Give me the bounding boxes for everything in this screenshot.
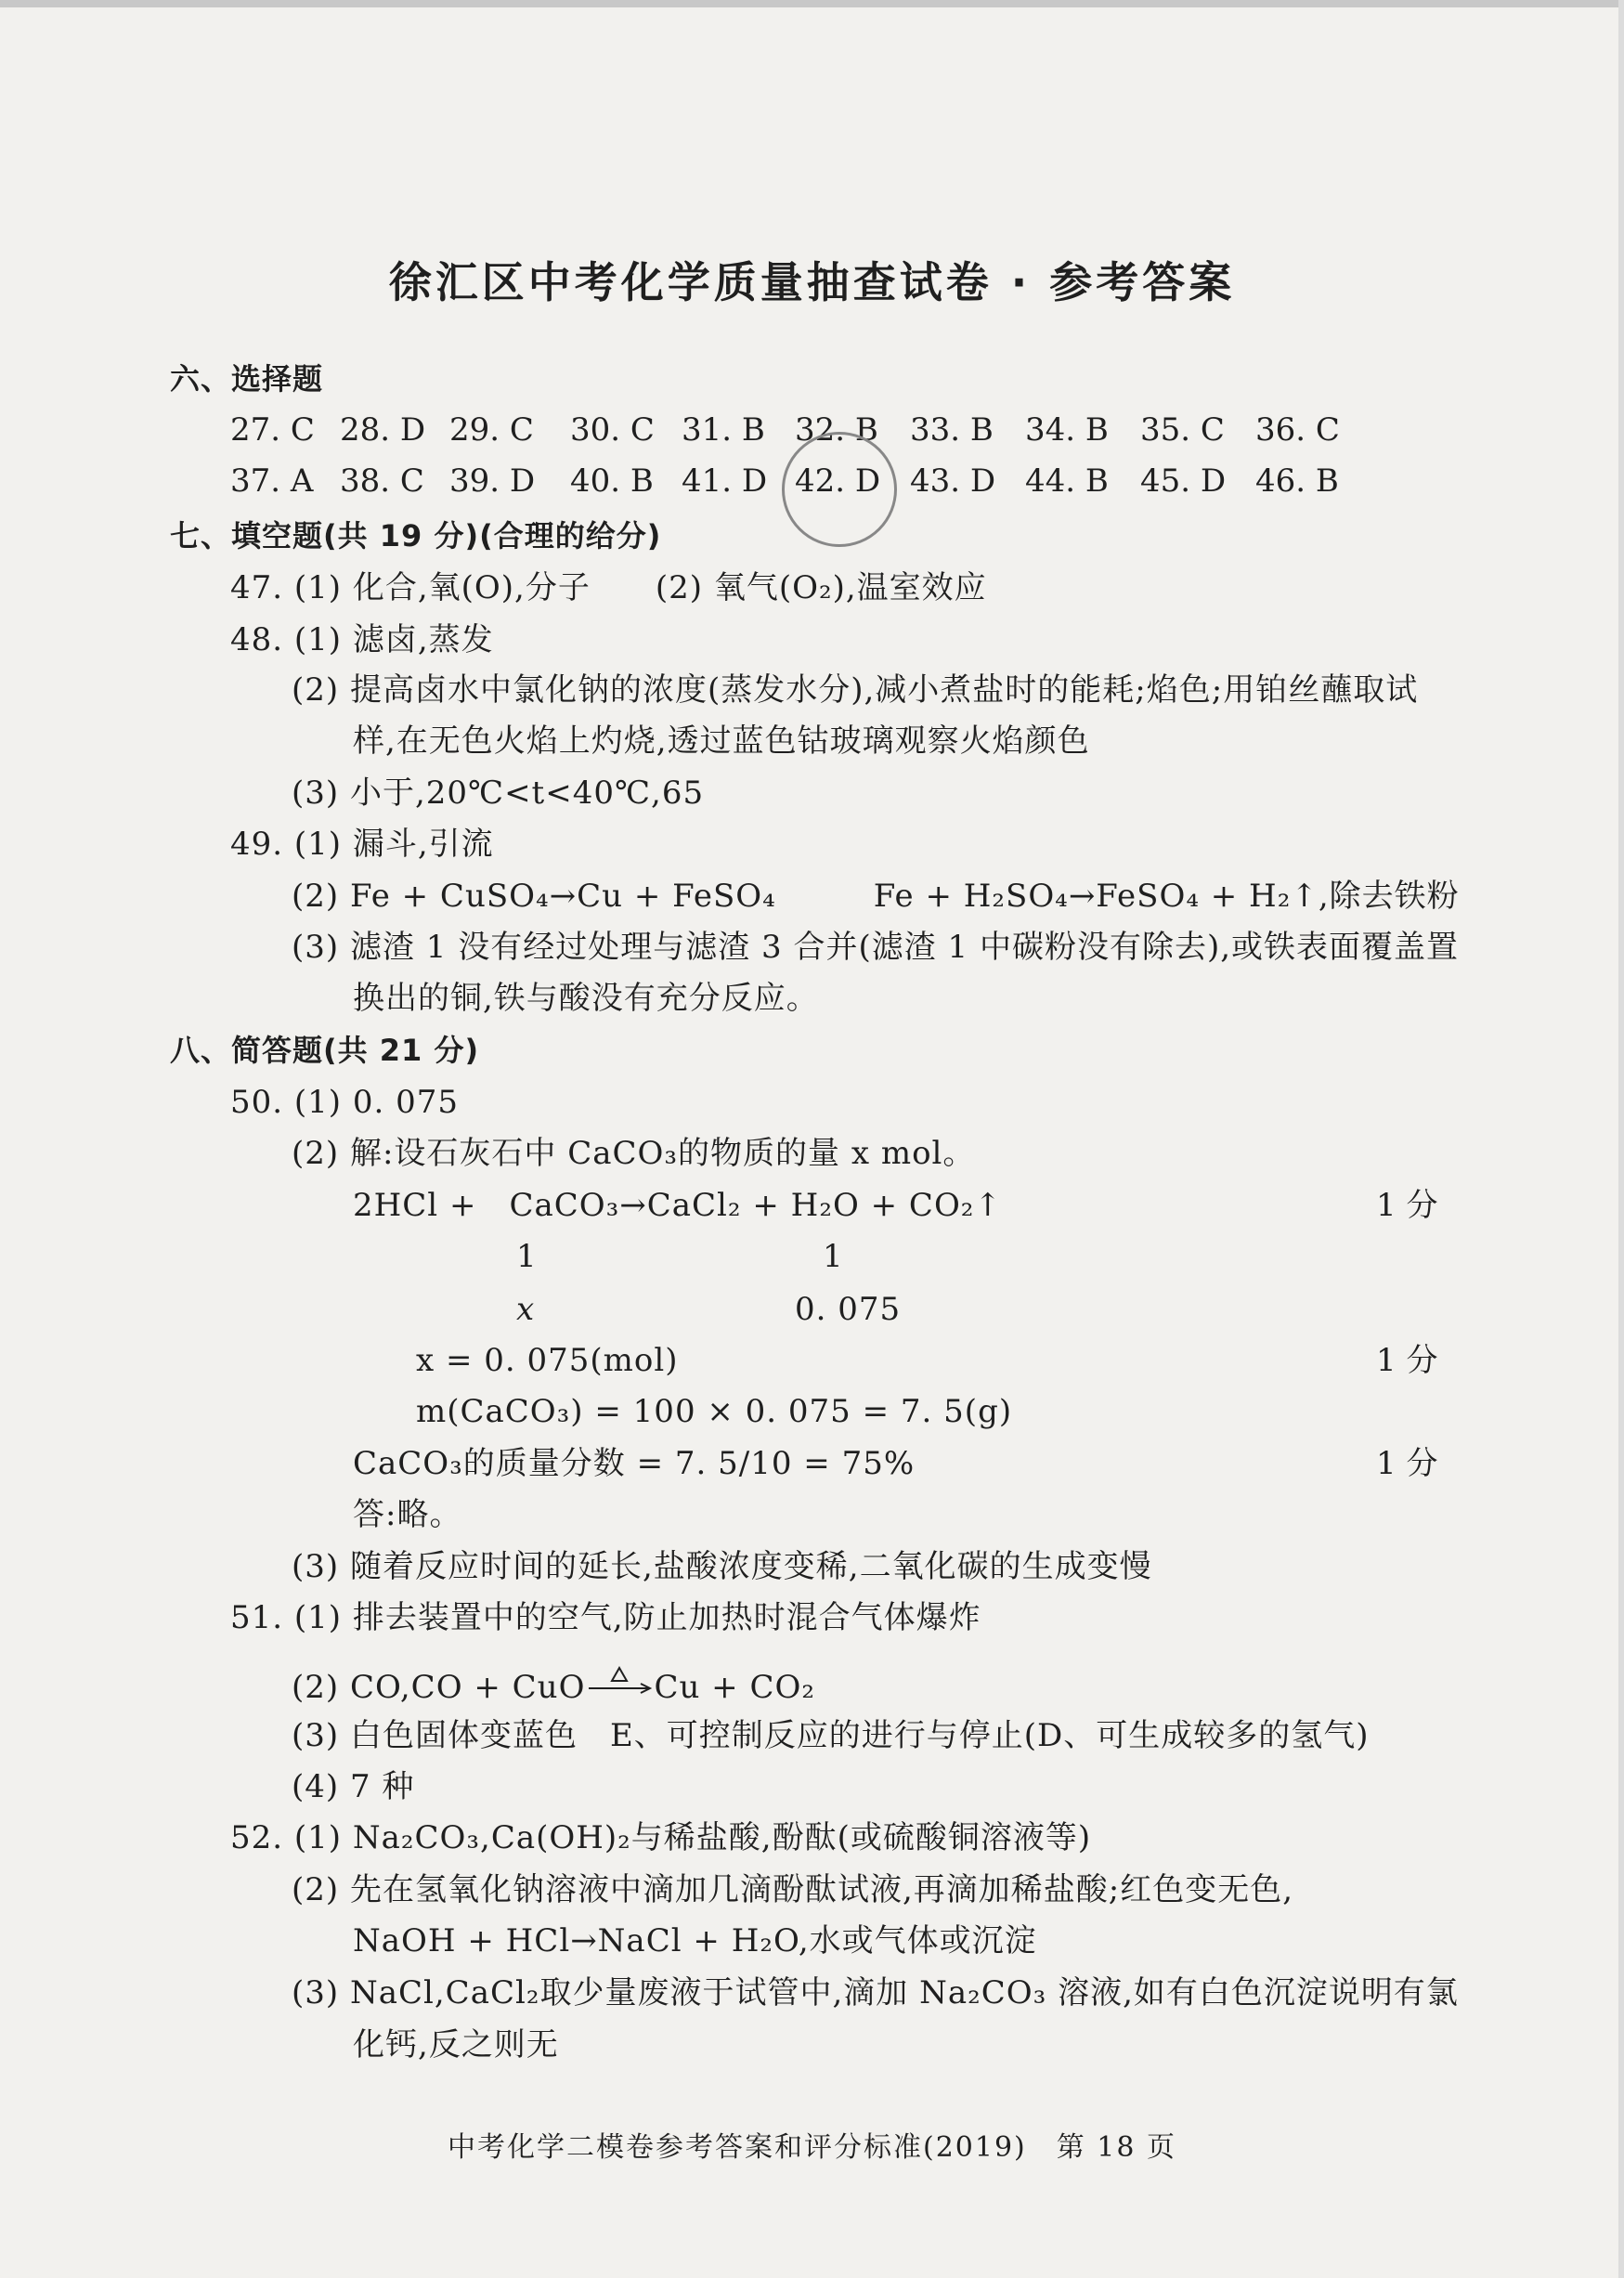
score-mark: 1 分 bbox=[1376, 1342, 1438, 1379]
score-mark: 1 分 bbox=[1376, 1445, 1438, 1482]
mc-answer: 28. D bbox=[340, 411, 426, 449]
mc-answer: 40. B bbox=[570, 462, 654, 500]
chemical-equation: 2HCl + CaCO₃→CaCl₂ + H₂O + CO₂↑ bbox=[353, 1187, 1002, 1224]
answer-52-2b: NaOH + HCl→NaCl + H₂O,水或气体或沉淀 bbox=[353, 1922, 1037, 1959]
watermark-stamp bbox=[782, 432, 897, 547]
answer-48-2b: 样,在无色火焰上灼烧,透过蓝色钴玻璃观察火焰颜色 bbox=[353, 722, 1090, 760]
mc-answer: 31. B bbox=[682, 411, 765, 449]
answer-51-4: (4) 7 种 bbox=[292, 1768, 415, 1805]
answer-50-2: (2) 解:设石灰石中 CaCO₃的物质的量 x mol。 bbox=[292, 1135, 976, 1172]
answer-omitted: 答:略。 bbox=[353, 1496, 462, 1533]
calc-x: x = 0. 075(mol) bbox=[416, 1342, 679, 1379]
mc-answer: 29. C bbox=[449, 411, 534, 449]
mc-answer: 36. C bbox=[1255, 411, 1340, 449]
answer-49-3a: (3) 滤渣 1 没有经过处理与滤渣 3 合并(滤渣 1 中碳粉没有除去),或铁表面覆盖置 bbox=[292, 929, 1460, 966]
answer-49-3b: 换出的铜,铁与酸没有充分反应。 bbox=[353, 980, 819, 1017]
mc-answer: 43. D bbox=[910, 462, 996, 500]
answer-51-2-products: Cu + CO₂ bbox=[654, 1669, 815, 1706]
section-8-heading: 八、简答题(共 21 分) bbox=[170, 1033, 480, 1068]
variable-right: 0. 075 bbox=[795, 1291, 902, 1328]
answer-52-2a: (2) 先在氢氧化钠溶液中滴加几滴酚酞试液,再滴加稀盐酸;红色变无色, bbox=[292, 1871, 1294, 1908]
variable-left: x bbox=[516, 1291, 536, 1328]
page-footer: 中考化学二模卷参考答案和评分标准(2019) 第 18 页 bbox=[447, 2131, 1176, 2164]
answer-51-1: 51. (1) 排去装置中的空气,防止加热时混合气体爆炸 bbox=[230, 1599, 981, 1636]
answer-49-2: (2) Fe + CuSO₄→Cu + FeSO₄ Fe + H₂SO₄→FeSO₄ + H₂↑,除去铁粉 bbox=[292, 878, 1460, 915]
answer-48-1: 48. (1) 滤卤,蒸发 bbox=[230, 621, 494, 658]
ratio-left: 1 bbox=[516, 1238, 538, 1275]
answer-48-3: (3) 小于,20℃<t<40℃,65 bbox=[292, 775, 705, 812]
mc-answer: 45. D bbox=[1140, 462, 1227, 500]
mc-answer: 44. B bbox=[1025, 462, 1109, 500]
answer-51-2-reactants: (2) CO,CO + CuO bbox=[292, 1669, 586, 1706]
answer-49-1: 49. (1) 漏斗,引流 bbox=[230, 826, 494, 863]
mc-answer: 35. C bbox=[1140, 411, 1225, 449]
mc-answer: 38. C bbox=[340, 462, 424, 500]
answer-50-1: 50. (1) 0. 075 bbox=[230, 1084, 459, 1121]
page-top-edge bbox=[0, 0, 1624, 7]
mc-answer: 42. D bbox=[795, 462, 881, 500]
section-7-heading: 七、填空题(共 19 分)(合理的给分) bbox=[170, 518, 662, 553]
heat-arrow-icon bbox=[585, 1664, 654, 1701]
mc-answer: 34. B bbox=[1025, 411, 1109, 449]
calc-fraction: CaCO₃的质量分数 = 7. 5/10 = 75% bbox=[353, 1445, 916, 1482]
score-mark: 1 分 bbox=[1376, 1187, 1438, 1224]
mc-answer: 32. B bbox=[795, 411, 878, 449]
answer-48-2a: (2) 提高卤水中氯化钠的浓度(蒸发水分),减小煮盐时的能耗;焰色;用铂丝蘸取试 bbox=[292, 671, 1419, 709]
mc-answer: 27. C bbox=[230, 411, 315, 449]
answer-51-3: (3) 白色固体变蓝色 E、可控制反应的进行与停止(D、可生成较多的氢气) bbox=[292, 1717, 1370, 1754]
mc-answer: 39. D bbox=[449, 462, 536, 500]
mc-answer: 46. B bbox=[1255, 462, 1339, 500]
answer-52-1: 52. (1) Na₂CO₃,Ca(OH)₂与稀盐酸,酚酞(或硫酸铜溶液等) bbox=[230, 1819, 1092, 1856]
mc-answer: 37. A bbox=[230, 462, 314, 500]
answer-52-3a: (3) NaCl,CaCl₂取少量废液于试管中,滴加 Na₂CO₃ 溶液,如有白色沉淀说明有氯 bbox=[292, 1974, 1459, 2011]
answer-47: 47. (1) 化合,氧(O),分子 (2) 氧气(O₂),温室效应 bbox=[230, 569, 987, 606]
mc-answer: 33. B bbox=[910, 411, 994, 449]
answer-50-3: (3) 随着反应时间的延长,盐酸浓度变稀,二氧化碳的生成变慢 bbox=[292, 1548, 1152, 1585]
page-title: 徐汇区中考化学质量抽查试卷 · 参考答案 bbox=[388, 257, 1236, 307]
mc-answer: 41. D bbox=[682, 462, 768, 500]
page-right-edge bbox=[1618, 0, 1624, 2278]
section-6-heading: 六、选择题 bbox=[170, 361, 324, 397]
answer-52-3b: 化钙,反之则无 bbox=[353, 2026, 559, 2063]
answer-51-2 bbox=[292, 1664, 815, 1708]
calc-mass: m(CaCO₃) = 100 × 0. 075 = 7. 5(g) bbox=[416, 1393, 1013, 1430]
ratio-right: 1 bbox=[823, 1238, 844, 1275]
mc-answer: 30. C bbox=[570, 411, 655, 449]
